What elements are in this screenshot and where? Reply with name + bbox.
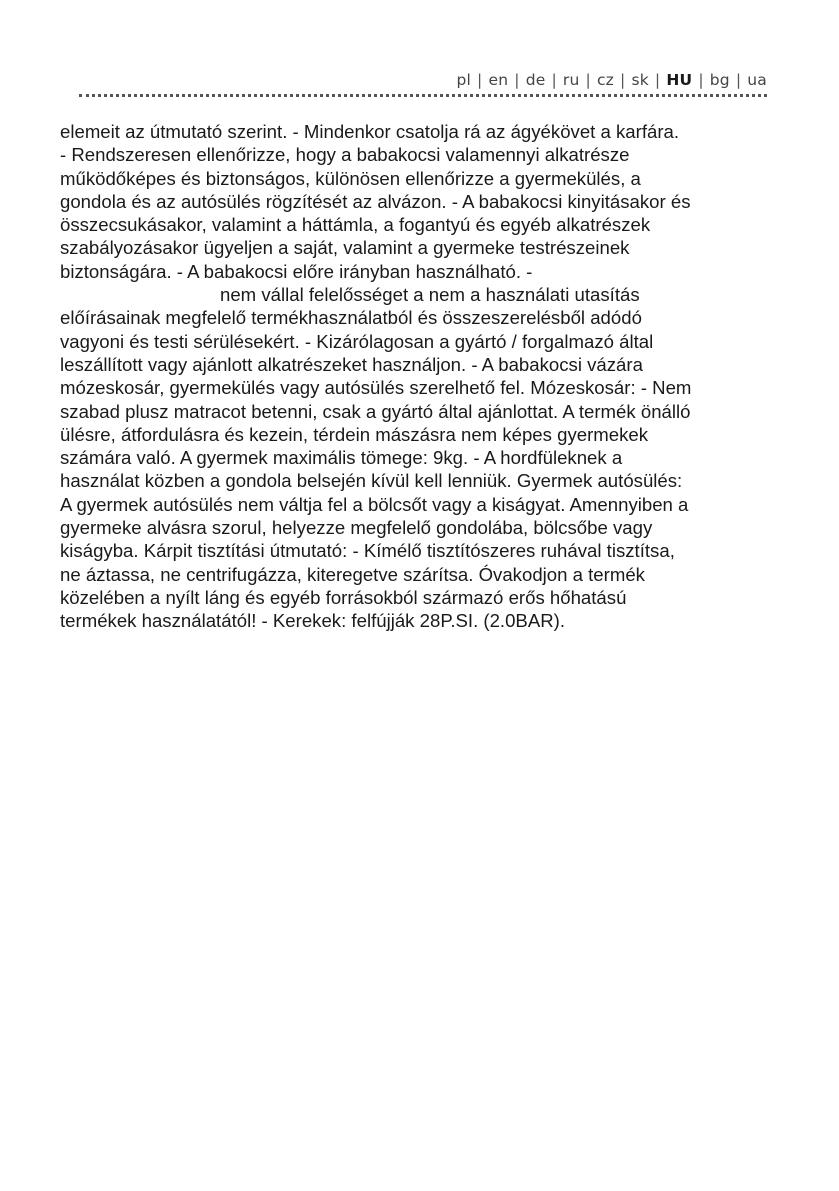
text-line: leszállított vagy ajánlott alkatrészeket használjon. - A babakocsi vázára (60, 353, 643, 375)
lang-separator: | (735, 71, 742, 89)
lang-de[interactable]: de (525, 71, 546, 89)
lang-ru[interactable]: ru (562, 71, 580, 89)
lang-cz[interactable]: cz (596, 71, 615, 89)
lang-separator: | (514, 71, 520, 89)
manual-body-text (60, 120, 782, 633)
text-line: ne áztassa, ne centrifugázza, kiteregetve szárítsa. Óvakodjon a termék (60, 563, 645, 585)
text-line: A gyermek autósülés nem váltja fel a bölcsőt vagy a kiságyat. Amennyiben a (60, 493, 689, 515)
text-line: elemeit az útmutató szerint. - Mindenkor csatolja rá az ágyékövet a karfára. (60, 121, 680, 142)
lang-bg[interactable]: bg (709, 71, 730, 89)
text-line: - Rendszeresen ellenőrizze, hogy a babakocsi valamennyi alkatrésze (60, 144, 630, 166)
text-line: közelében a nyílt láng és egyéb forrásokból származó erős hőhatású (60, 586, 627, 608)
lang-separator: | (585, 71, 591, 89)
lang-en[interactable]: en (488, 71, 509, 89)
lang-hu-active[interactable]: HU (666, 71, 693, 89)
lang-separator: | (654, 71, 661, 89)
lang-separator: | (698, 71, 704, 89)
text-line: szabad plusz matracot betenni, csak a gyártó által ajánlottat. A termék önálló (60, 400, 691, 422)
lang-separator: | (477, 71, 483, 89)
text-line: számára való. A gyermek maximális tömege: 9kg. - A hordfüleknek a (60, 447, 623, 469)
text-line: biztonságára. - A babakocsi előre irányban használható. - (60, 260, 533, 282)
lang-sk[interactable]: sk (631, 71, 649, 89)
text-line: összecsukásakor, valamint a háttámla, a fogantyú és egyéb alkatrészek (60, 214, 651, 236)
text-line: gondola és az autósülés rögzítését az alvázon. - A babakocsi kinyitásakor és (60, 190, 691, 212)
text-line: ülésre, átfordulásra és kezein, térdein mászásra nem képes gyermekek (60, 423, 649, 445)
header-dotted-divider (79, 94, 767, 97)
text-line: gyermeke alvásra szorul, helyezze megfelelő gondolába, bölcsőbe vagy (60, 517, 653, 539)
text-line: nem vállal felelősséget a nem a használati utasítás (220, 284, 640, 306)
lang-ua[interactable]: ua (747, 71, 767, 89)
text-line: termékek használatától! - Kerekek: felfújják 28P.SI. (2.0BAR). (60, 610, 566, 632)
text-line: mózeskosár, gyermekülés vagy autósülés szerelhető fel. Mózeskosár: - Nem (60, 377, 692, 399)
lang-separator: | (620, 71, 626, 89)
text-line: előírásainak megfelelő termékhasználatból és összeszerelésből adódó (60, 307, 642, 329)
text-line: szabályozásakor ügyeljen a saját, valamint a gyermeke testrészeinek (60, 237, 630, 259)
text-line: vagyoni és testi sérülésekért. - Kizárólagosan a gyártó / forgalmazó által (60, 330, 654, 352)
text-line: működőképes és biztonságos, különösen ellenőrizze a gyermekülés, a (60, 167, 641, 189)
language-selector (457, 71, 768, 89)
lang-pl[interactable]: pl (456, 71, 472, 89)
text-line: kiságyba. Kárpit tisztítási útmutató: - Kímélő tisztítószeres ruhával tisztítsa, (60, 540, 675, 562)
lang-separator: | (551, 71, 557, 89)
text-line: használat közben a gondola belsején kívül kell lenniük. Gyermek autósülés: (60, 470, 683, 492)
